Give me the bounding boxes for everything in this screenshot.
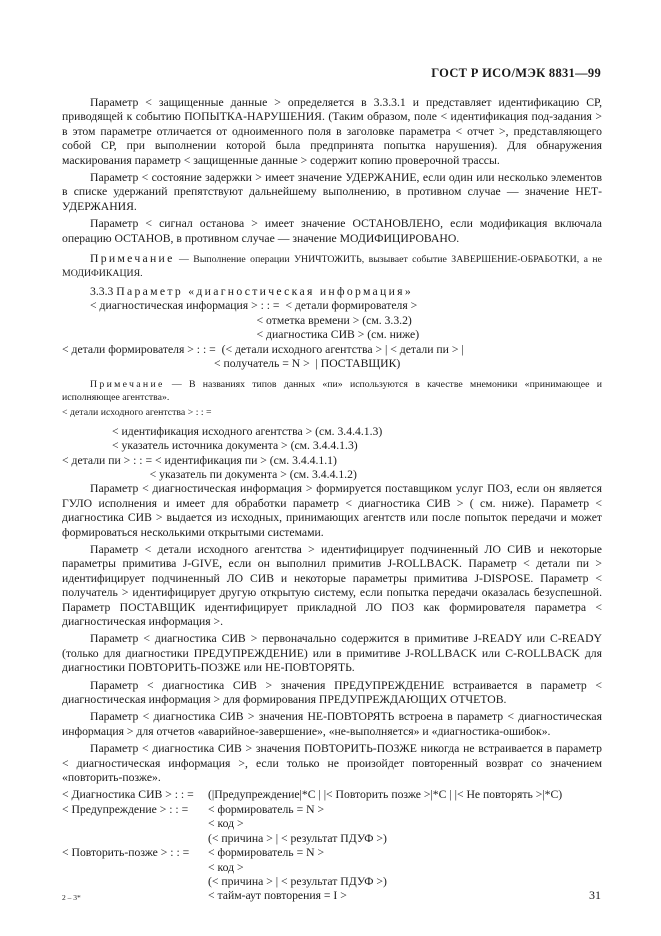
grammar-lhs	[62, 817, 208, 831]
paragraph: Параметр < диагностика СИВ > значения НЕ-ПОВТОРЯТЬ встроена в параметр < диагностическая информация > для отчетов «аварийное-завершение», «не-выполняется» и «диагностика-ошибок».	[62, 710, 602, 738]
grammar-rhs: < тайм-аут повторения = I >	[208, 889, 347, 903]
grammar-lhs: < Диагностика СИВ > : : =	[62, 788, 194, 802]
section-title: Параметр «диагностическая информация»	[116, 284, 413, 298]
grammar-lhs	[62, 875, 208, 889]
grammar-rhs: (< причина > | < результат ПДУФ >)	[208, 874, 387, 888]
grammar-line: < детали пи > : : = < идентификация пи > (см. 3.4.4.1.1)	[62, 453, 337, 467]
paragraph: Параметр < сигнал останова > имеет значение ОСТАНОВЛЕНО, если модификация включала операцию ОСТАНОВ, в противном случае — значение МОДИФИЦИРОВАНО.	[62, 217, 602, 245]
grammar-lhs: < Повторить-позже > : : =	[62, 846, 190, 860]
paragraph: Параметр < диагностика СИВ > значения ПРЕДУПРЕЖДЕНИЕ встраивается в параметр < диагностическая информация > для формирования ПРЕДУПРЕЖДАЮЩИХ ОТЧЕТОВ.	[62, 678, 602, 707]
paragraph: Параметр < детали исходного агентства > идентифицирует подчиненный ЛО СИВ и некоторые параметры примитива J-GIVE, если он выполнил примитив J-ROLLBACK. Параметр < детали пи > идентифицирует подчиненный ЛО СИВ и некоторые параметры примитива J-DISPOSE. Параметр < получатель > идентифицирует другую открытую систему, если попытка передачи оказалась безуспешной. Параметр ПОСТАВЩИК идентифицирует прикладной ЛО ПОЗ как формирователя параметра < диагностическая информация >.	[62, 542, 602, 628]
grammar-row	[62, 832, 602, 846]
paragraph: Параметр < состояние задержки > имеет значение УДЕРЖАНИЕ, если один или несколько элементов в списке удержаний препятствуют дальнейшему выполнению, в противном случае — значение НЕТ-УДЕРЖАНИЯ.	[62, 171, 602, 213]
paragraph: Параметр < диагностика СИВ > значения ПОВТОРИТЬ-ПОЗЖЕ никогда не встраивается в параметр < диагностическая информация >, если только не произойдет повторенный возврат со значением «повторить-позже».	[62, 742, 602, 785]
grammar-line: < детали исходного агентства > : : =	[62, 406, 212, 418]
note-2	[62, 379, 602, 403]
grammar-line: < отметка времени > (см. 3.3.2)	[90, 313, 412, 327]
grammar-lhs	[62, 889, 208, 903]
page-body	[62, 96, 602, 904]
grammar-block	[62, 788, 602, 903]
grammar-line: < идентификация исходного агентства > (см. 3.4.4.1.3)	[112, 424, 383, 438]
grammar-lhs	[62, 861, 208, 875]
note-label: Примечание	[90, 379, 165, 391]
section-number: 3.3.3	[90, 284, 114, 298]
grammar-line: < получатель = N > | ПОСТАВЩИК)	[62, 356, 401, 370]
paragraph: Параметр < защищенные данные > определяется в 3.3.3.1 и представляет идентификацию СР, приводящей к событию ПОПЫТКА-НАРУШЕНИЯ. (Таким образом, поле < идентификация под-задания > в этом параметре отличается от одноименного поля в заголовке параметра < отчет >, представляющего собой СР, при выполнении которой была предпринята попытка нарушения). Для обнаружения маскирования параметр < защищенные данные > содержит копию проверочной трассы.	[62, 96, 602, 167]
grammar-rhs: (< причина > | < результат ПДУФ >)	[208, 831, 387, 845]
section-heading	[62, 285, 602, 299]
paragraph: Параметр < диагностика СИВ > первоначально содержится в примитиве J-READY или C-READY (только для диагностики ПРЕДУПРЕЖДЕНИЕ) или в примитиве J-ROLLBACK или C-ROLLBACK для диагностики ПОВТОРИТЬ-ПОЗЖЕ или НЕ-ПОВТОРЯТЬ.	[62, 632, 602, 675]
note-text: — В названиях типов данных «пи» используются в качестве мнемоники «принимающее и исполняющее агентства».	[62, 379, 602, 403]
grammar-line: < диагностика СИВ > (см. ниже)	[90, 328, 420, 342]
grammar-row	[62, 788, 602, 802]
grammar-line: < диагностическая информация > : : = < детали формирователя >	[90, 299, 418, 313]
grammar-row	[62, 889, 602, 903]
grammar-row	[62, 817, 602, 831]
grammar-line: < детали формирователя > : : = (< детали исходного агентства > | < детали пи > |	[62, 342, 464, 356]
grammar-rhs: < формирователь = N >	[208, 846, 325, 860]
page-header-title: ГОСТ Р ИСО/МЭК 8831—99	[431, 66, 601, 80]
grammar-rhs: < код >	[208, 817, 244, 831]
grammar-rhs: (|Предупреждение|*С | |< Повторить позже >|*С | |< Не повторять >|*С)	[208, 788, 563, 802]
grammar-line: < указатель пи документа > (см. 3.4.4.1.2)	[62, 467, 357, 481]
footer-signature: 2 – 3*	[62, 893, 81, 902]
grammar-rhs: < код >	[208, 860, 244, 874]
paragraph: Параметр < диагностическая информация > формируется поставщиком услуг ПОЗ, если он является ГУЛО исполнения и имеет для обработки параметр < диагностика СИВ > ( см. ниже). Параметр < диагностика СИВ > выдается из исходных, принимающих агентств или после попыток передачи и может формироваться несколькими открытыми системами.	[62, 482, 602, 539]
grammar-rhs: < формирователь = N >	[208, 802, 325, 816]
note-1	[62, 252, 602, 281]
note-label: Примечание	[90, 252, 175, 266]
grammar-row	[62, 861, 602, 875]
grammar-row	[62, 875, 602, 889]
grammar-lhs: < Предупреждение > : : =	[62, 802, 189, 816]
note-text: — Выполнение операции УНИЧТОЖИТЬ, вызывает событие ЗАВЕРШЕНИЕ-ОБРАБОТКИ, а не МОДИФИКАЦИЯ.	[62, 254, 602, 280]
grammar-line: < указатель источника документа > (см. 3.4.4.1.3)	[112, 439, 358, 453]
grammar-row	[62, 846, 602, 860]
page-number: 31	[589, 888, 601, 902]
grammar-lhs	[62, 832, 208, 846]
grammar-row	[62, 803, 602, 817]
